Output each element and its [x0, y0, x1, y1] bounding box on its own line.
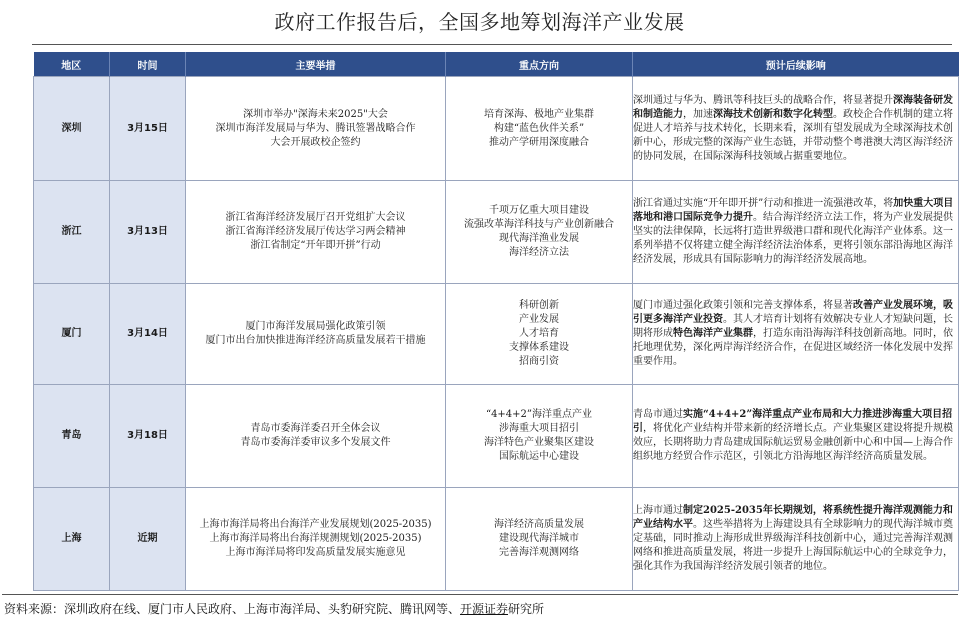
focus-line: 推动产学研用深度融合: [489, 136, 589, 148]
cell-date: 3月18日: [110, 385, 186, 488]
focus-line: 流强改革海洋科技与产业创新融合: [464, 219, 614, 230]
cell-measures: [186, 181, 446, 284]
page-title: 政府工作报告后，全国多地筹划海洋产业发展: [274, 10, 685, 34]
policy-table: [33, 52, 959, 591]
measure-line: 浙江省海洋经济发展厅召开党组扩大会议: [225, 212, 406, 223]
measure-line: 浙江省海洋经济发展厅传达学习两会精神: [225, 226, 406, 237]
cell-region: 深圳: [34, 77, 110, 181]
focus-line: 海洋经济立法: [509, 247, 569, 258]
table-row: [34, 77, 959, 181]
header-date: 时间: [110, 52, 186, 77]
cell-region: 厦门: [34, 284, 110, 385]
impact-text: 浙江省通过实施“开年即开拼”行动和推进一流强港改革，将: [633, 198, 894, 209]
impact-text: 厦门市通过强化政策引领和完善支撑体系，将显著: [633, 300, 853, 311]
impact-text: 。结合海洋经济立法工作，将为产业发展提供坚实的法律保障，长远将打造世界级港口群和现代化海洋产业体系。这一系列举措不仅将建立健全海洋经济法治体系，更将引领东部沿海地区海洋经济发展，形成具有国际影响力的海洋经济发展高地。: [633, 212, 953, 265]
impact-text: ，打造东南沿海海洋科技创新高地。同时，依托地理优势，深化两岸海洋经济合作，在促进区域经济一体化发展中发挥重要作用。: [633, 328, 953, 367]
cell-measures: [186, 284, 446, 385]
measure-line: 厦门市海洋发展局强化政策引领: [245, 321, 386, 332]
cell-focus: [446, 77, 633, 181]
cell-impact: [633, 284, 959, 385]
focus-line: 海洋经济高质量发展: [494, 519, 584, 530]
cell-date: 近期: [110, 488, 186, 591]
impact-text: 。政校企合作机制的建立将促进人才培养与技术转化，长期来看，深圳有望发展成为全球深海技术创新中心，形成完整的深海产业生态链，并带动整个粤港澳大湾区海洋经济的协同发展，在国际深海科技领域占据重要地位。: [633, 108, 953, 162]
measure-line: 上海市海洋局将印发高质量发展实施意见: [225, 547, 406, 558]
measure-line: 青岛市委海洋委召开全体会议: [250, 423, 381, 434]
focus-line: 人才培育: [519, 328, 559, 339]
focus-line: “4+4+2”海洋重点产业: [485, 409, 593, 420]
impact-highlight: 实施“4+4+2”海洋重点产业布局和大力推进涉海重大项目招引: [633, 409, 953, 434]
focus-line: 涉海重大项目招引: [499, 423, 579, 434]
impact-highlight: 深海技术创新和数字化转型: [713, 108, 833, 120]
source-divider: [2, 594, 958, 595]
table-row: [34, 284, 959, 385]
impact-highlight: 改善产业发展环境，吸引更多海洋产业投资: [633, 300, 953, 325]
header-region: 地区: [34, 52, 110, 77]
focus-line: 千项万亿重大项目建设: [489, 205, 589, 216]
source-prefix: 资料来源：深圳政府在线、厦门市人民政府、上海市海洋局、头豹研究院、腾讯网等、: [4, 602, 461, 616]
cell-impact: [633, 488, 959, 591]
measure-line: 上海市海洋局将出台海洋产业发展规划(2025-2035): [199, 519, 432, 530]
cell-focus: [446, 284, 633, 385]
table-header-row: [34, 52, 959, 77]
impact-text: 青岛市通过: [633, 409, 683, 420]
source-brand: 开源证券: [460, 602, 509, 616]
table-row: [34, 488, 959, 591]
cell-focus: [446, 385, 633, 488]
cell-measures: [186, 385, 446, 488]
cell-date: 3月15日: [110, 77, 186, 181]
impact-text: ，加速: [683, 108, 713, 120]
impact-highlight: 制定2025-2035年长期规划，将系统性提升海洋观测能力和产业结构水平: [633, 505, 953, 530]
header-focus: 重点方向: [446, 52, 633, 77]
cell-region: 上海: [34, 488, 110, 591]
source-note: [4, 600, 544, 617]
cell-focus: [446, 181, 633, 284]
focus-line: 招商引资: [519, 356, 559, 367]
header-impact: 预计后续影响: [633, 52, 959, 77]
title-divider: [32, 44, 952, 45]
cell-measures: [186, 77, 446, 181]
cell-focus: [446, 488, 633, 591]
impact-highlight: 特色海洋产业集群: [673, 328, 753, 339]
focus-line: 完善海洋观测网络: [499, 547, 579, 558]
focus-line: 国际航运中心建设: [499, 451, 579, 462]
impact-text: ，将优化产业结构并带来新的经济增长点。产业集聚区建设将提升规模效应，长期将助力青岛建成国际航运贸易金融创新中心和中国—上海合作组织地方经贸合作示范区，引领北方沿海地区海洋经济高质量发展。: [633, 423, 953, 462]
measure-line: 大会开展政校企签约: [270, 136, 361, 148]
impact-highlight: 深海装备研发和制造能力: [633, 94, 953, 120]
table-row: [34, 385, 959, 488]
table-row: [34, 181, 959, 284]
focus-line: 产业发展: [519, 314, 559, 325]
measure-line: 浙江省制定“开年即开拼”行动: [250, 240, 381, 251]
focus-line: 建设现代海洋城市: [499, 533, 579, 544]
measure-line: 厦门市出台加快推进海洋经济高质量发展若干措施: [205, 335, 426, 346]
source-suffix: 研究所: [508, 602, 545, 616]
cell-impact: [633, 181, 959, 284]
measure-line: 青岛市委海洋委审议多个发展文件: [240, 437, 391, 448]
impact-highlight: 加快重大项目落地和港口国际竞争力提升: [633, 198, 954, 223]
cell-impact: [633, 77, 959, 181]
focus-line: 培育深海、极地产业集群: [484, 108, 594, 120]
cell-region: 青岛: [34, 385, 110, 488]
cell-impact: [633, 385, 959, 488]
cell-date: 3月13日: [110, 181, 186, 284]
impact-text: 。其人才培育计划将有效解决专业人才短缺问题，长期将形成: [633, 314, 953, 339]
cell-measures: [186, 488, 446, 591]
cell-date: 3月14日: [110, 284, 186, 385]
focus-line: 构建“蓝色伙伴关系”: [493, 122, 585, 134]
cell-region: 浙江: [34, 181, 110, 284]
measure-line: 深圳市海洋发展局与华为、腾讯签署战略合作: [215, 122, 416, 134]
impact-text: 上海市通过: [633, 505, 683, 516]
focus-line: 海洋特色产业聚集区建设: [484, 437, 594, 448]
impact-text: 。这些举措将为上海建设具有全球影响力的现代海洋城市奠定基础，同时推动上海形成世界级海洋科技创新中心，通过完善海洋观测网络和推进高质量发展，将进一步提升上海国际航运中心的全球竞争力，强化其作为我国海洋经济发展引领者的地位。: [633, 519, 953, 572]
focus-line: 支撑体系建设: [509, 342, 569, 353]
focus-line: 科研创新: [519, 300, 559, 311]
focus-line: 现代海洋渔业发展: [499, 233, 579, 244]
header-measures: 主要举措: [186, 52, 446, 77]
measure-line: 深圳市举办"深海未来2025"大会: [243, 108, 388, 120]
measure-line: 上海市海洋局将出台海洋规测规划(2025-2035): [209, 533, 422, 544]
impact-text: 深圳通过与华为、腾讯等科技巨头的战略合作，将显著提升: [633, 94, 893, 106]
